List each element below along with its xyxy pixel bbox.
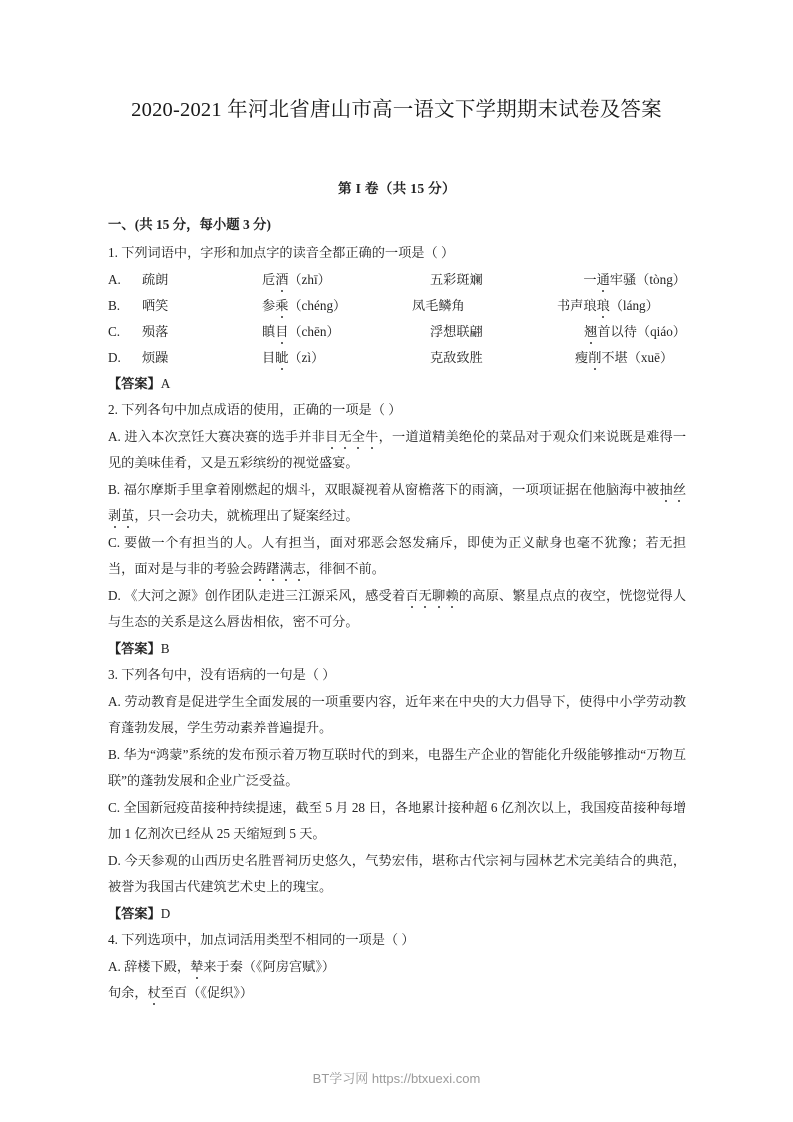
col2-dotted: 目	[275, 323, 289, 339]
question-4-text: 下列选项中，加点词活用类型不相同的一项是（ ）	[121, 932, 415, 947]
page-title: 2020-2021 年河北省唐山市高一语文下学期期末试卷及答案	[131, 99, 662, 121]
option-dotted-idiom	[325, 429, 379, 444]
col4-pinyin: 牢骚（tòng）	[609, 271, 686, 287]
col2-pre: 目	[262, 349, 276, 365]
section-heading: 第 I 卷（共 15 分）	[338, 181, 456, 196]
answer-label: 【答案】	[108, 905, 161, 921]
col4-pre: 首	[597, 323, 611, 339]
option-label: A.	[108, 958, 121, 974]
answer-label: 【答案】	[108, 375, 161, 391]
question-3-answer	[108, 901, 686, 928]
question-1-answer	[108, 371, 686, 398]
col2-dotted: 乘	[275, 297, 289, 313]
col4-pre: 瘦	[575, 349, 589, 365]
option-col-2	[262, 293, 412, 319]
question-4-option-a	[108, 954, 686, 981]
option-label: A.	[108, 693, 121, 709]
dotted-char: 茧	[121, 508, 135, 523]
option-col-3: 五彩斑斓	[430, 271, 483, 287]
question-1-stem	[108, 240, 686, 267]
option-row-c	[108, 319, 686, 345]
dotted-char: 无	[338, 428, 352, 444]
question-3-option-b	[108, 742, 686, 795]
option-col-3: 凤毛鳞角	[412, 297, 465, 313]
dotted-char: 满	[279, 561, 293, 576]
option-dotted-word: 辇	[190, 958, 204, 974]
question-2-option-b	[108, 477, 686, 530]
question-3-option-c	[108, 795, 686, 848]
question-3-option-d	[108, 848, 686, 901]
question-2-stem	[108, 397, 686, 424]
dotted-char: 目	[325, 428, 339, 444]
option-col-3: 浮想联翩	[430, 323, 483, 339]
option-dotted-idiom	[253, 561, 306, 576]
col2-pinyin: （chēn）	[288, 323, 340, 339]
option-row-d	[108, 345, 686, 371]
option-text-post: ，一道道精美绝伦的菜品对于观众们来说既是难得一见的美味佳肴，又是五彩缤纷的视觉盛宴。	[108, 428, 687, 470]
dotted-char: 抽	[659, 481, 673, 497]
col4-pinyin: 不堪（xuē）	[601, 349, 674, 365]
question-2-option-d	[108, 583, 686, 636]
option-label: D.	[108, 349, 121, 365]
col4-pre: 一	[583, 271, 597, 287]
col2-pinyin: （chéng）	[288, 297, 347, 313]
option-col-4	[575, 345, 686, 371]
col4-dotted: 琅	[596, 297, 610, 313]
option-text-pre: 进入本次烹饪大赛决赛的选手并非	[124, 428, 325, 444]
dotted-char: 牛	[365, 428, 379, 444]
question-3-stem	[108, 662, 686, 689]
dotted-char: 全	[351, 428, 366, 444]
question-3-number: 3.	[108, 667, 118, 682]
question-4-number: 4.	[108, 932, 118, 947]
option-col-1: 疏朗	[142, 271, 169, 287]
dotted-char: 无	[418, 587, 433, 603]
option-label: B.	[108, 746, 121, 762]
dotted-char: 踌	[253, 561, 267, 576]
option-col-1: 殒落	[142, 323, 169, 339]
question-1-options	[108, 267, 686, 371]
question-2-option-c	[108, 530, 686, 583]
option-text-post: 来于秦（《阿房宫赋》）	[203, 958, 336, 974]
option-text: 劳动教育是促进学生全面发展的一项重要内容，近年来在中央的大力倡导下，使得中小学劳动教育蓬勃发展，学生劳动素养普遍提升。	[108, 693, 687, 735]
footer-watermark	[0, 1068, 793, 1087]
option-row-a	[108, 267, 686, 293]
option-label: B.	[108, 297, 121, 313]
option-label: C.	[108, 323, 121, 339]
dotted-char: 躇	[266, 561, 280, 576]
option-text: 华为“鸿蒙”系统的发布预示着万物互联时代的到来，电器生产企业的智能化升级能够推动“万物互联”的蓬勃发展和企业广泛受益。	[108, 746, 687, 788]
site-name: BT学习网	[312, 1071, 369, 1086]
option-row-b	[108, 293, 686, 319]
option-text-pre: 辞楼下殿，	[124, 958, 191, 974]
option-col-2	[262, 345, 412, 371]
option-text-pre: 要做一个有担当的人。人有担当，面对邪恶会怒发痛斥，即使为正义献身也毫不犹豫；若无担当，面对是与非的考验会	[108, 534, 687, 576]
answer-value: B	[160, 640, 170, 656]
answer-value: D	[160, 905, 171, 921]
option-col-2	[262, 319, 412, 345]
col2-pre: 卮	[262, 271, 276, 287]
site-url: https://btxuexi.com	[371, 1071, 481, 1086]
question-2-text: 下列各句中加点成语的使用，正确的一项是（ ）	[121, 402, 402, 417]
dotted-char: 剥	[108, 508, 122, 523]
option-text: 全国新冠疫苗接种持续提速，截至 5 月 28 日，各地累计接种超 6 亿剂次以上，我国疫苗接种每增加 1 亿剂次已经从 25 天缩短到 5 天。	[108, 799, 687, 841]
option-text-post: 至百（《促织》）	[160, 985, 254, 1000]
answer-value: A	[160, 375, 171, 391]
option-col-4	[575, 267, 686, 293]
question-4-stem	[108, 927, 686, 954]
col2-pre: 瞋	[262, 323, 276, 339]
option-label: C.	[108, 799, 121, 815]
option-text-pre: 旬余，	[108, 985, 148, 1000]
question-3-option-a	[108, 689, 686, 742]
col2-pre: 参	[262, 297, 276, 313]
option-label: D.	[108, 852, 121, 868]
option-text-post: 的高原、繁星点点的夜空，恍惚觉得人与生态的关系是这么唇齿相依，密不可分。	[108, 587, 687, 629]
option-label: A.	[108, 271, 121, 287]
question-2-option-a	[108, 424, 686, 477]
dotted-char: 聊	[432, 587, 446, 603]
option-text-pre: 福尔摩斯手里拿着刚燃起的烟斗，双眼凝视着从窗檐落下的雨滴，一项项证据在他脑海中被	[123, 481, 660, 497]
question-1-text: 下列词语中，字形和加点字的读音全都正确的一项是（ ）	[121, 245, 455, 260]
dotted-char: 赖	[445, 587, 459, 603]
question-4-option-a-line2	[108, 980, 686, 1007]
option-col-1: 哂笑	[142, 297, 169, 313]
option-dotted-idiom	[405, 588, 459, 603]
option-col-4	[575, 319, 686, 345]
col4-pinyin: 以待（qiáo）	[610, 323, 686, 339]
option-label: C.	[108, 534, 121, 550]
col4-dotted: 翘	[584, 323, 598, 339]
option-col-2	[262, 267, 412, 293]
option-label: A.	[108, 428, 121, 444]
option-text: 今天参观的山西历史名胜晋祠历史悠久，气势宏伟，堪称古代宗祠与园林艺术完美结合的典范，被誉为我国古代建筑艺术史上的瑰宝。	[108, 852, 687, 894]
option-text-post: ，徘徊不前。	[305, 561, 385, 576]
question-2-number: 2.	[108, 402, 118, 417]
question-2-answer	[108, 636, 686, 663]
answer-label: 【答案】	[108, 640, 161, 656]
col4-dotted: 通	[596, 271, 610, 287]
option-col-3: 克敌致胜	[430, 349, 483, 365]
document-body	[108, 176, 686, 1007]
option-label: D.	[108, 587, 121, 603]
col4-pre: 书声琅	[557, 297, 597, 313]
option-dotted-word: 杖	[147, 985, 161, 1000]
col2-pinyin: （zì）	[288, 349, 325, 365]
col2-pinyin: （zhī）	[288, 271, 331, 287]
col2-dotted: 酒	[275, 271, 289, 287]
dotted-char: 丝	[672, 481, 687, 497]
option-col-4	[557, 293, 686, 319]
question-3-text: 下列各句中，没有语病的一句是（ ）	[121, 667, 336, 682]
option-label: B.	[108, 481, 121, 497]
dotted-char: 百	[405, 587, 419, 603]
option-text-pre: 《大河之源》创作团队走进三江源采风，感受着	[124, 587, 406, 603]
part-heading: 一、(共 15 分，每小题 3 分)	[108, 216, 271, 232]
col4-pinyin: （láng）	[609, 297, 659, 313]
option-text-post: ，只一会功夫，就梳理出了疑案经过。	[134, 508, 359, 523]
option-col-1: 烦躁	[142, 349, 169, 365]
col2-dotted: 眦	[275, 349, 289, 365]
dotted-char: 志	[292, 561, 306, 576]
question-1-number: 1.	[108, 245, 118, 260]
col4-dotted: 削	[588, 349, 602, 365]
